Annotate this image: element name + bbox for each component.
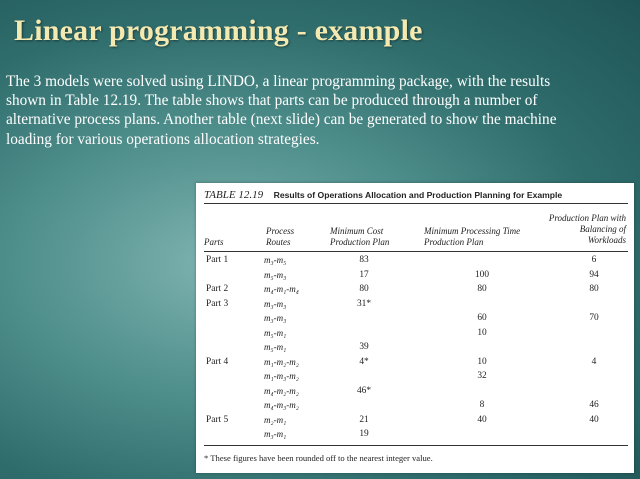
header-parts: Parts xyxy=(204,237,224,247)
slide-paragraph: The 3 models were solved using LINDO, a linear programming package, with the results shown in Table 12.19. The table shows that parts can be produced through a number of alternative process plans. Another table (next slide) can be generated to show the machine loading for various operations allocation strategies. xyxy=(6,73,557,148)
part-cell: Part 1 xyxy=(206,255,229,265)
table-footnote: * These figures have been rounded off to the nearest integer value. xyxy=(204,453,433,463)
route-cell: m₃-m₅ xyxy=(264,255,287,265)
route-cell: m₁-m₃-m₂ xyxy=(264,371,299,381)
balancing-cell: 70 xyxy=(589,313,599,323)
header-routes: Process Routes xyxy=(266,226,295,247)
balancing-cell: 4 xyxy=(591,356,597,367)
route-cell: m₃-m₃ xyxy=(264,313,287,323)
balancing-cell: 6 xyxy=(591,255,597,265)
route-cell: m₂-m₁ xyxy=(264,414,287,425)
top-rule xyxy=(204,203,628,204)
route-cell: m₅-m₁ xyxy=(264,342,287,352)
route-cell: m₃-m₁ xyxy=(264,429,287,439)
min-cost-cell: 83 xyxy=(359,255,369,265)
part-cell: Part 4 xyxy=(206,356,229,367)
slide-title: Linear programming - example xyxy=(14,14,423,47)
min-cost-cell: 19 xyxy=(359,429,369,439)
route-cell: m₄-m₃-m₂ xyxy=(264,400,299,410)
route-cell: m₃-m₃ xyxy=(264,298,287,309)
balancing-cell: 80 xyxy=(589,284,599,294)
part-cell: Part 5 xyxy=(206,414,229,425)
min-time-cell: 100 xyxy=(474,269,490,280)
min-time-cell: 10 xyxy=(477,327,487,338)
route-cell: m₁-m₂-m₂ xyxy=(264,356,299,367)
route-cell: m₅-m₃ xyxy=(264,269,287,280)
min-time-cell: 10 xyxy=(477,356,487,367)
bottom-rule xyxy=(204,445,628,446)
min-cost-cell: 80 xyxy=(359,284,369,294)
min-cost-cell: 17 xyxy=(359,269,369,280)
part-cell: Part 2 xyxy=(206,284,229,294)
balancing-cell: 46 xyxy=(589,400,599,410)
min-cost-cell: 4* xyxy=(359,356,369,367)
header-min-time: Minimum Processing Time Production Plan xyxy=(424,226,521,247)
min-cost-cell: 31* xyxy=(356,298,372,309)
min-time-cell: 80 xyxy=(477,284,487,294)
part-cell: Part 3 xyxy=(206,298,229,309)
table-title: Results of Operations Allocation and Production Planning for Example xyxy=(273,190,563,200)
table-image-panel xyxy=(196,183,634,473)
route-cell: m₄-m₂-m₂ xyxy=(264,385,299,396)
route-cell: m₅-m₁ xyxy=(264,327,287,338)
balancing-cell: 94 xyxy=(589,269,599,280)
min-cost-cell: 39 xyxy=(359,342,369,352)
min-time-cell: 32 xyxy=(477,371,487,381)
min-time-cell: 40 xyxy=(477,414,487,425)
header-min-cost: Minimum Cost Production Plan xyxy=(330,226,390,247)
balancing-cell: 40 xyxy=(589,414,599,425)
min-time-cell: 8 xyxy=(479,400,485,410)
header-balancing: Production Plan with Balancing of Workloads xyxy=(548,213,626,245)
table-caption xyxy=(204,189,630,201)
header-rule xyxy=(204,251,628,252)
table-number: TABLE 12.19 xyxy=(204,189,264,201)
min-cost-cell: 46* xyxy=(356,385,372,396)
route-cell: m₄-m₁-m₄ xyxy=(264,284,299,294)
min-cost-cell: 21 xyxy=(359,414,369,425)
min-time-cell: 60 xyxy=(477,313,487,323)
